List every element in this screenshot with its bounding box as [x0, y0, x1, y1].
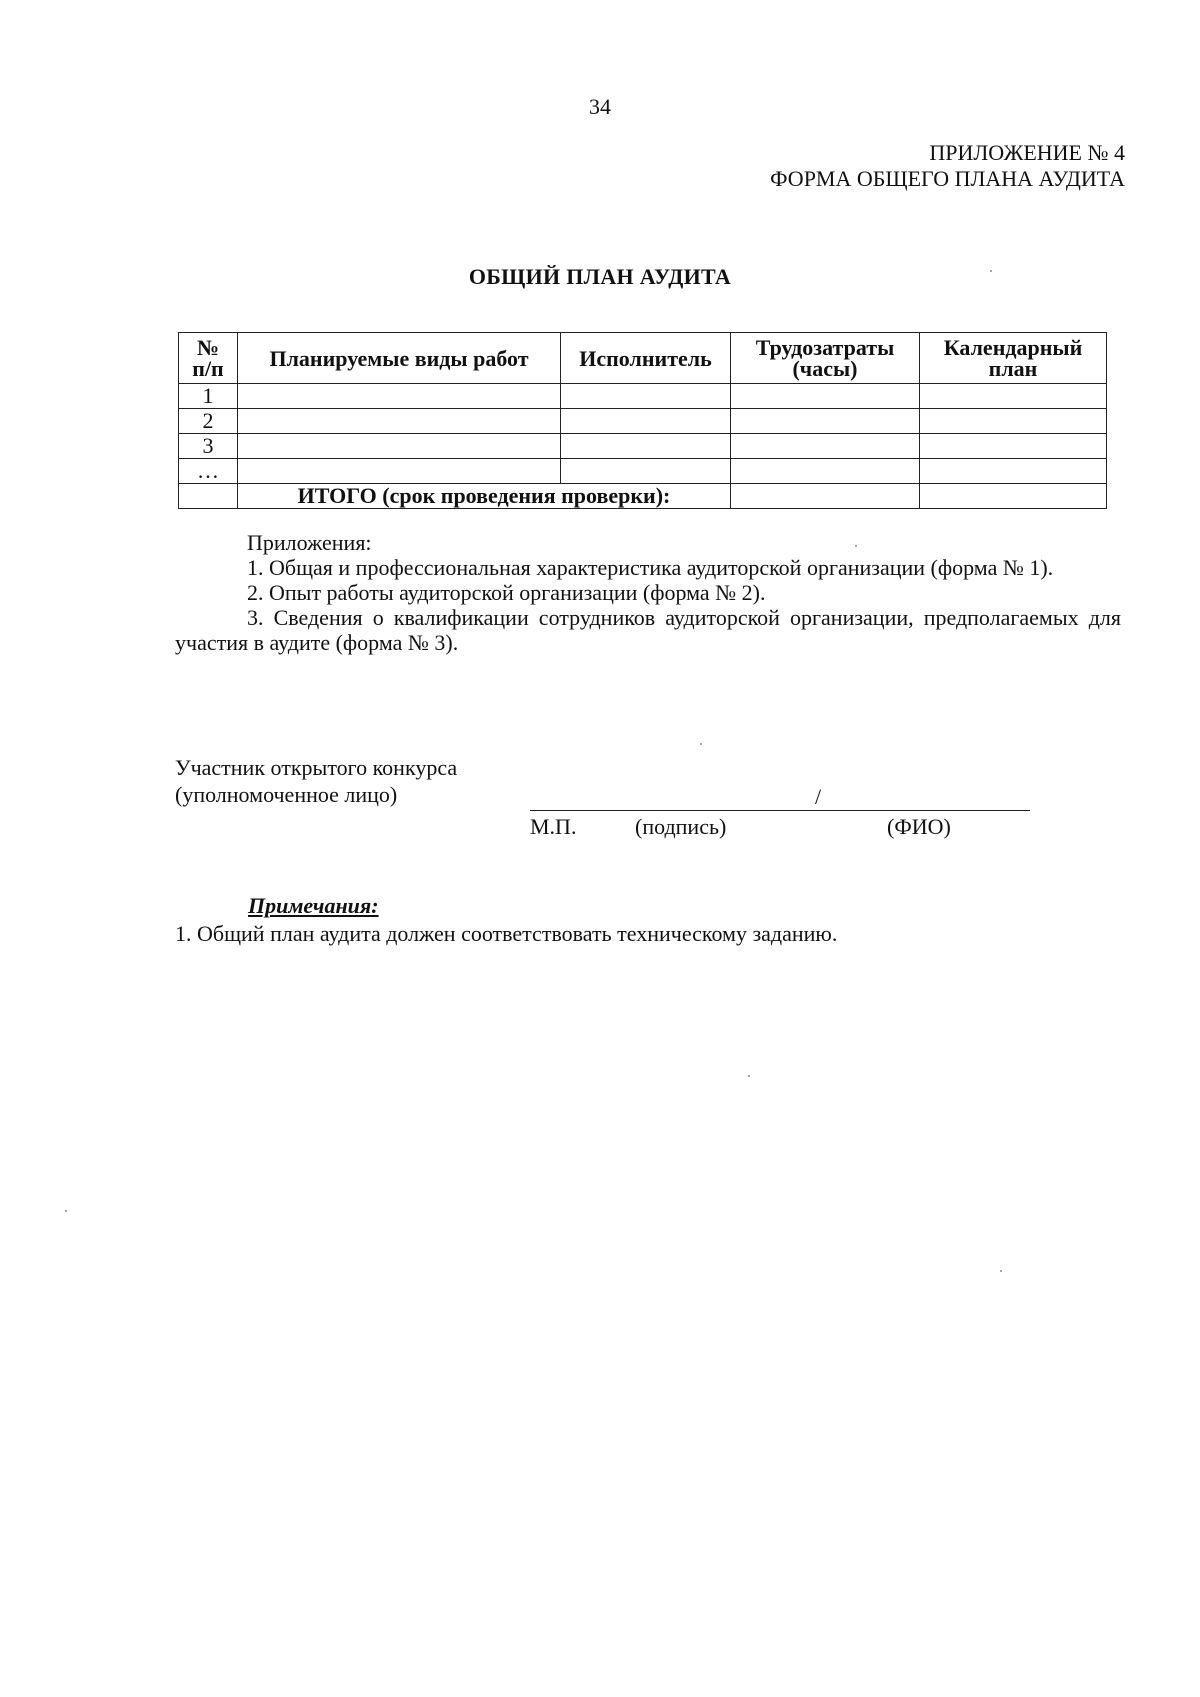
- cell-labor[interactable]: [731, 384, 920, 409]
- cell-executor[interactable]: [561, 409, 731, 434]
- signature-slash: /: [815, 784, 822, 809]
- header-number: [179, 333, 238, 384]
- cell-executor[interactable]: [561, 434, 731, 459]
- header-number-label: п/п: [192, 356, 224, 381]
- cell-work[interactable]: [238, 409, 561, 434]
- notes-item-1: 1. Общий план аудита должен соответствовать техническому заданию.: [175, 921, 838, 946]
- table-row: [179, 459, 1107, 484]
- appendix-number: ПРИЛОЖЕНИЕ № 4: [929, 140, 1125, 165]
- sign-caption: (подпись): [635, 814, 727, 839]
- signature-block: [175, 754, 457, 808]
- table-total-row: [179, 484, 1107, 509]
- notes-heading: Примечания:: [248, 893, 379, 918]
- attachments-heading: Приложения:: [247, 530, 372, 555]
- header-labor-label: Трудозатраты: [755, 335, 895, 360]
- scan-speck: [65, 1210, 67, 1212]
- row-number: 3: [179, 434, 238, 459]
- scan-speck: [1000, 1270, 1002, 1272]
- cell-work[interactable]: [238, 384, 561, 409]
- signature-authorized-person-label: (уполномоченное лицо): [175, 782, 398, 807]
- signature-participant-label: Участник открытого конкурса: [175, 755, 458, 780]
- attachment-item-2: 2. Опыт работы аудиторской организации (форма № 2).: [247, 580, 766, 605]
- cell-labor[interactable]: [731, 459, 920, 484]
- scan-speck: [700, 743, 702, 745]
- cell-calendar[interactable]: [920, 384, 1107, 409]
- row-number: 2: [179, 409, 238, 434]
- header-calendar: [920, 333, 1107, 384]
- cell-labor[interactable]: [731, 409, 920, 434]
- header-executor: Исполнитель: [561, 333, 731, 384]
- appendix-form-title: ФОРМА ОБЩЕГО ПЛАНА АУДИТА: [770, 166, 1125, 191]
- cell-calendar[interactable]: [920, 459, 1107, 484]
- cell-calendar[interactable]: [920, 409, 1107, 434]
- table-header-row: [179, 333, 1107, 384]
- table-row: [179, 434, 1107, 459]
- cell-work[interactable]: [238, 459, 561, 484]
- attachment-item-3: 3. Сведения о квалификации сотрудников аудиторской организации, предполагаемых для участия в аудите (форма № 3).: [175, 605, 1121, 655]
- cell-total-labor[interactable]: [731, 484, 920, 509]
- audit-plan-table: [178, 332, 1107, 509]
- cell-work[interactable]: [238, 434, 561, 459]
- attachment-item-1: 1. Общая и профессиональная характеристика аудиторской организации (форма № 1).: [247, 555, 1054, 580]
- cell-executor[interactable]: [561, 384, 731, 409]
- total-label: ИТОГО (срок проведения проверки):: [238, 484, 731, 509]
- header-number-symbol: №: [196, 335, 220, 360]
- cell-calendar[interactable]: [920, 434, 1107, 459]
- header-calendar-line2: план: [988, 356, 1038, 381]
- scan-speck: [855, 545, 857, 547]
- scan-speck: [748, 1075, 750, 1077]
- row-number: …: [179, 459, 238, 484]
- table-row: [179, 384, 1107, 409]
- cell-total-calendar[interactable]: [920, 484, 1107, 509]
- name-caption: (ФИО): [887, 814, 951, 839]
- header-labor-unit: (часы): [792, 356, 858, 381]
- attachments-section: [175, 530, 1121, 655]
- row-number: 1: [179, 384, 238, 409]
- appendix-header: [770, 140, 1125, 192]
- header-planned-work: Планируемые виды работ: [238, 333, 561, 384]
- header-labor: [731, 333, 920, 384]
- total-empty-cell: [179, 484, 238, 509]
- cell-executor[interactable]: [561, 459, 731, 484]
- scan-speck: [990, 270, 992, 272]
- signature-line[interactable]: [530, 810, 1030, 811]
- document-title: ОБЩИЙ ПЛАН АУДИТА: [468, 264, 732, 289]
- cell-labor[interactable]: [731, 434, 920, 459]
- stamp-caption: М.П.: [530, 814, 577, 839]
- page-number: 34: [589, 94, 611, 119]
- table-row: [179, 409, 1107, 434]
- header-calendar-line1: Календарный: [943, 335, 1083, 360]
